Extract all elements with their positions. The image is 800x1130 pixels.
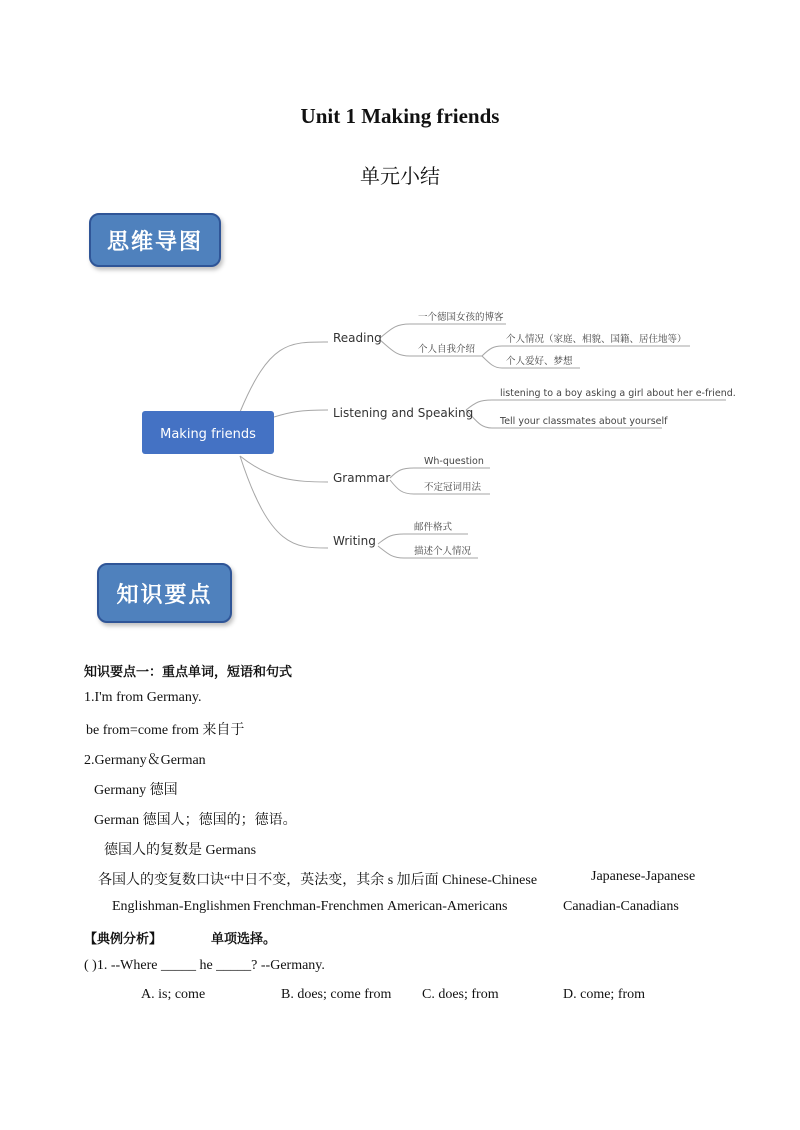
leaf-listening-1: listening to a boy asking a girl about her e-friend.: [500, 388, 736, 399]
leaf-writing-describe: 描述个人情况: [414, 546, 472, 557]
text-line-3: 2.Germany＆German: [84, 753, 206, 768]
text-line-6: 德国人的复数是 Germans: [104, 843, 257, 858]
section-heading: 知识要点一：重点单词，短语和句式: [84, 665, 293, 680]
text-line-1: 1.I'm from Germany.: [84, 690, 202, 705]
text-line-8a: Englishman-Englishmen: [112, 899, 251, 914]
text-line-7b: Japanese-Japanese: [591, 869, 696, 884]
leaf-reading-blog: 一个德国女孩的博客: [418, 312, 504, 323]
text-line-2: be from=come from 来自于: [86, 723, 245, 738]
option-c: C. does; from: [422, 987, 499, 1002]
branch-writing: Writing: [333, 534, 376, 548]
example-task: 单项选择。: [211, 932, 277, 947]
leaf-reading-hobbies: 个人爱好、梦想: [506, 356, 573, 367]
mindmap-root-label: Making friends: [160, 427, 256, 442]
text-line-7: 各国人的变复数口诀“中日不变，英法变，其余 s 加后面 Chinese-Chinese: [98, 873, 538, 888]
text-line-8c: American-Americans: [387, 899, 508, 914]
question-1: ( )1. --Where _____ he _____? --Germany.: [84, 958, 325, 973]
leaf-reading-info: 个人情况（家庭、相貌、国籍、居住地等）: [506, 334, 687, 345]
text-line-8d: Canadian-Canadians: [563, 899, 679, 914]
text-line-4: Germany 德国: [94, 783, 178, 798]
page-subtitle: 单元小结: [360, 164, 440, 188]
option-a: A. is; come: [141, 987, 206, 1002]
leaf-writing-format: 邮件格式: [414, 522, 453, 533]
example-label: 【典例分析】: [84, 932, 163, 947]
text-line-5: German 德国人；德国的；德语。: [94, 813, 297, 828]
page-title: Unit 1 Making friends: [300, 104, 500, 128]
mind-map-diagram: [0, 280, 800, 570]
leaf-speaking-2: Tell your classmates about yourself: [500, 416, 668, 427]
leaf-grammar-wh: Wh-question: [424, 456, 484, 467]
option-b: B. does; come from: [281, 987, 392, 1002]
option-d: D. come; from: [563, 987, 646, 1002]
branch-grammar: Grammar: [333, 471, 391, 485]
leaf-reading-intro: 个人自我介绍: [418, 344, 476, 355]
text-line-8b: Frenchman-Frenchmen: [253, 899, 384, 914]
branch-reading: Reading: [333, 331, 382, 345]
key-points-banner: 知识要点: [97, 563, 232, 623]
mindmap-banner: 思维导图: [89, 213, 221, 267]
branch-listening-speaking: Listening and Speaking: [333, 406, 474, 420]
leaf-grammar-article: 不定冠词用法: [424, 482, 482, 493]
